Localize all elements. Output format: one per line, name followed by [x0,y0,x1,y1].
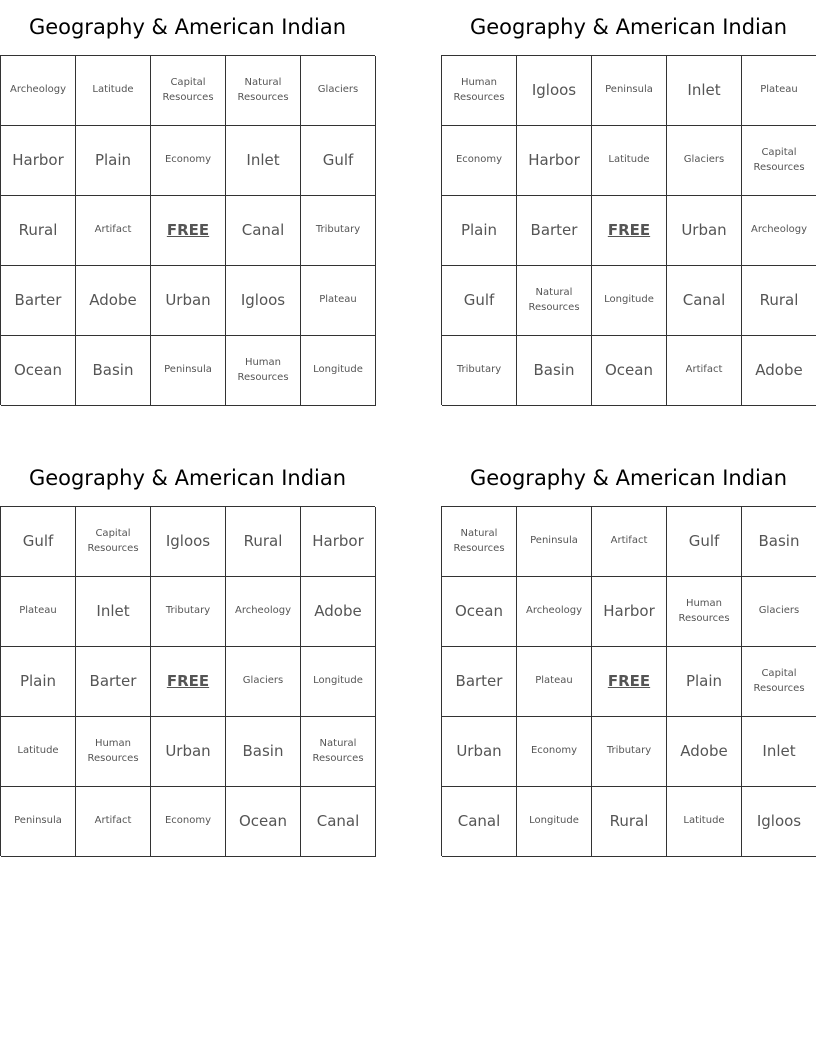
bingo-cell: Archeology [1,56,76,126]
bingo-cell: Archeology [517,577,592,647]
bingo-cell: Canal [301,787,376,857]
bingo-cell: Artifact [76,196,151,266]
bingo-cell: Capital Resources [742,647,816,717]
free-space: FREE [592,196,667,266]
bingo-cell: Glaciers [301,56,376,126]
bingo-cell: Gulf [442,266,517,336]
bingo-cell: Barter [1,266,76,336]
bingo-cell: Igloos [517,56,592,126]
bingo-grid [0,506,375,856]
bingo-cell: Latitude [592,126,667,196]
bingo-cell: Rural [1,196,76,266]
bingo-cell: Peninsula [151,336,226,406]
bingo-cell: Harbor [1,126,76,196]
bingo-cell: Tributary [592,717,667,787]
bingo-cell: Natural Resources [301,717,376,787]
bingo-cell: Plain [76,126,151,196]
bingo-grid [0,55,375,405]
bingo-cell: Plateau [517,647,592,717]
bingo-cell: Plateau [301,266,376,336]
bingo-cell: Urban [442,717,517,787]
bingo-grid [441,55,816,405]
bingo-cell: Economy [151,787,226,857]
bingo-cell: Barter [442,647,517,717]
bingo-cell: Glaciers [742,577,816,647]
free-space: FREE [151,196,226,266]
card-title: Geography & American Indian [469,15,788,39]
bingo-cell: Natural Resources [517,266,592,336]
bingo-card-4 [441,451,816,856]
card-title: Geography & American Indian [28,466,347,490]
bingo-cell: Canal [667,266,742,336]
bingo-card-3 [0,451,375,856]
bingo-cell: Ocean [592,336,667,406]
bingo-cell: Capital Resources [151,56,226,126]
bingo-cell: Peninsula [592,56,667,126]
bingo-cell: Basin [517,336,592,406]
bingo-cell: Igloos [226,266,301,336]
bingo-card-1 [0,0,375,405]
bingo-cell: Igloos [151,507,226,577]
bingo-cell: Plateau [1,577,76,647]
bingo-cell: Peninsula [517,507,592,577]
bingo-cell: Rural [226,507,301,577]
bingo-cell: Adobe [76,266,151,336]
bingo-cell: Artifact [76,787,151,857]
bingo-cell: Adobe [301,577,376,647]
bingo-cell: Natural Resources [226,56,301,126]
bingo-cell: Glaciers [667,126,742,196]
bingo-cell: Human Resources [226,336,301,406]
bingo-cell: Basin [742,507,816,577]
bingo-cell: Tributary [151,577,226,647]
bingo-cell: Ocean [442,577,517,647]
bingo-cell: Economy [151,126,226,196]
bingo-cell: Plain [442,196,517,266]
bingo-grid [441,506,816,856]
bingo-cell: Barter [76,647,151,717]
bingo-cell: Adobe [667,717,742,787]
bingo-cell: Gulf [301,126,376,196]
bingo-cell: Adobe [742,336,816,406]
bingo-cell: Longitude [301,336,376,406]
card-title: Geography & American Indian [469,466,788,490]
bingo-cell: Plain [667,647,742,717]
bingo-cell: Capital Resources [742,126,816,196]
bingo-cell: Ocean [226,787,301,857]
bingo-cell: Harbor [517,126,592,196]
bingo-cell: Peninsula [1,787,76,857]
free-space: FREE [592,647,667,717]
bingo-cell: Archeology [742,196,816,266]
bingo-cell: Economy [442,126,517,196]
bingo-cell: Basin [226,717,301,787]
bingo-cell: Longitude [517,787,592,857]
bingo-cell: Ocean [1,336,76,406]
bingo-cell: Rural [592,787,667,857]
bingo-cell: Harbor [301,507,376,577]
bingo-cell: Latitude [76,56,151,126]
bingo-cell: Canal [442,787,517,857]
bingo-cell: Gulf [1,507,76,577]
bingo-cell: Artifact [592,507,667,577]
bingo-cell: Natural Resources [442,507,517,577]
bingo-cell: Plateau [742,56,816,126]
bingo-cell: Barter [517,196,592,266]
bingo-cell: Urban [667,196,742,266]
bingo-cell: Human Resources [442,56,517,126]
bingo-cell: Harbor [592,577,667,647]
bingo-cell: Human Resources [76,717,151,787]
bingo-cell: Gulf [667,507,742,577]
bingo-cell: Inlet [742,717,816,787]
bingo-card-2 [441,0,816,405]
bingo-cell: Canal [226,196,301,266]
bingo-cell: Igloos [742,787,816,857]
bingo-cell: Latitude [667,787,742,857]
free-space: FREE [151,647,226,717]
bingo-cell: Tributary [301,196,376,266]
bingo-cell: Tributary [442,336,517,406]
bingo-cell: Longitude [301,647,376,717]
card-title: Geography & American Indian [28,15,347,39]
bingo-cell: Basin [76,336,151,406]
bingo-cell: Inlet [76,577,151,647]
bingo-cell: Human Resources [667,577,742,647]
bingo-cell: Latitude [1,717,76,787]
bingo-cell: Urban [151,717,226,787]
bingo-cell: Inlet [667,56,742,126]
bingo-cell: Urban [151,266,226,336]
bingo-cell: Inlet [226,126,301,196]
bingo-cell: Longitude [592,266,667,336]
bingo-cell: Archeology [226,577,301,647]
bingo-cell: Capital Resources [76,507,151,577]
bingo-cell: Plain [1,647,76,717]
bingo-cell: Rural [742,266,816,336]
bingo-cell: Economy [517,717,592,787]
bingo-cell: Glaciers [226,647,301,717]
bingo-cell: Artifact [667,336,742,406]
